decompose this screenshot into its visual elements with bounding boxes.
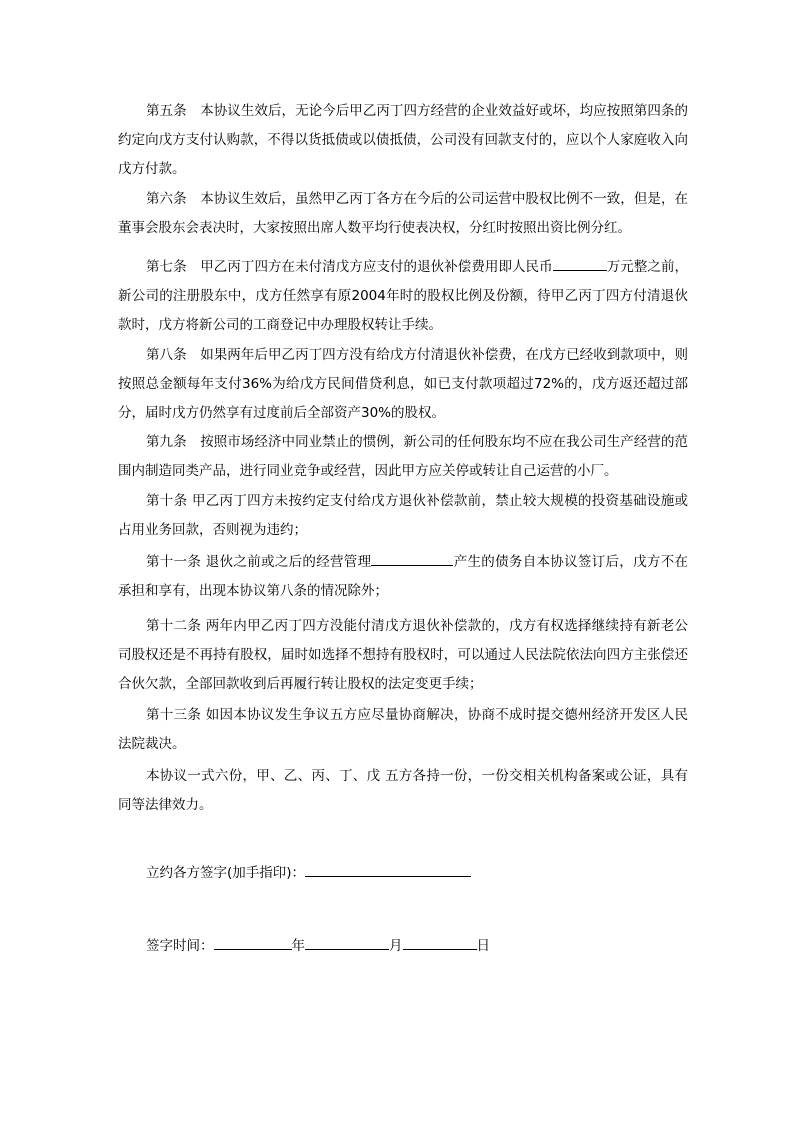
sign-date-line (146, 935, 490, 956)
article-7-part-1: 第七条 甲乙丙丁四方在未付清戊方应支付的退伙补偿费用即人民币 (146, 259, 553, 275)
signature-line (146, 862, 471, 883)
article-7-part-2: 万元整之前，新公司的注册股东中，戊方任然享有原2004年时的股权比例及份额，待甲乙丙丁四方付清退伙款时，戊方将新公司的工商登记中办理股权转让手续。 (118, 259, 689, 333)
article-5: 第五条 本协议生效后，无论今后甲乙丙丁四方经营的企业效益好或坏，均应按照第四条的约定向戊方支付认购款，不得以货抵债或以债抵债，公司没有回款支付的，应以个人家庭收入向戊方付款。 (118, 103, 688, 177)
article-13: 第十三条 如因本协议发生争议五方应尽量协商解决，协商不成时提交德州经济开发区人民法院裁决。 (118, 707, 688, 752)
article-9: 第九条 按照市场经济中同业禁止的惯例，新公司的任何股东均不应在我公司生产经营的范围内制造同类产品，进行同业竞争或经营，因此甲方应关停或转让自己运营的小厂。 (118, 434, 688, 479)
article-11-part-2: 产生的债务自本协议签订后，戊方不在承担和享有，出现本协议第八条的情况除外； (118, 554, 689, 599)
month-label: 月 (389, 938, 403, 954)
month-blank[interactable] (305, 935, 389, 950)
signature-blank[interactable] (305, 862, 471, 877)
sign-date-label: 签字时间： (146, 938, 214, 954)
article-6: 第六条 本协议生效后，虽然甲乙丙丁各方在今后的公司运营中股权比例不一致，但是，在董事会股东会表决时，大家按照出席人数平均行使表决权，分红时按照出资比例分红。 (118, 191, 688, 236)
article-11-part-1: 第十一条 退伙之前或之后的经营管理 (146, 554, 372, 570)
management-blank[interactable] (371, 551, 453, 566)
agreement-copies: 本协议一式六份，甲、乙、丙、丁、戊 五方各持一份，一份交相关机构备案或公证，具有同等法律效力。 (118, 768, 688, 813)
article-11 (118, 548, 688, 606)
day-blank[interactable] (403, 935, 477, 950)
year-blank[interactable] (214, 935, 292, 950)
article-7 (118, 253, 688, 340)
article-12: 第十二条 两年内甲乙丙丁四方没能付清戊方退伙补偿款的，戊方有权选择继续持有新老公司股权还是不再持有股权，届时如选择不想持有股权时，可以通过人民法院依法向四方主张偿还合伙欠款，全部回款收到后再履行转让股权的法定变更手续； (118, 618, 688, 692)
signature-label: 立约各方签字(加手指印)： (146, 865, 306, 881)
day-label: 日 (476, 938, 490, 954)
amount-blank[interactable] (553, 256, 607, 271)
article-10: 第十条 甲乙丙丁四方未按约定支付给戊方退伙补偿款前，禁止较大规模的投资基础设施或占用业务回款，否则视为违约； (118, 493, 688, 538)
year-label: 年 (291, 938, 305, 954)
article-8: 第八条 如果两年后甲乙丙丁四方没有给戊方付清退伙补偿费，在戊方已经收到款项中，则按照总金额每年支付36%为给戊方民间借贷利息，如已支付款项超过72%的，戊方返还超过部分，届时戊方仍然享有过度前后全部资产30%的股权。 (118, 347, 688, 421)
